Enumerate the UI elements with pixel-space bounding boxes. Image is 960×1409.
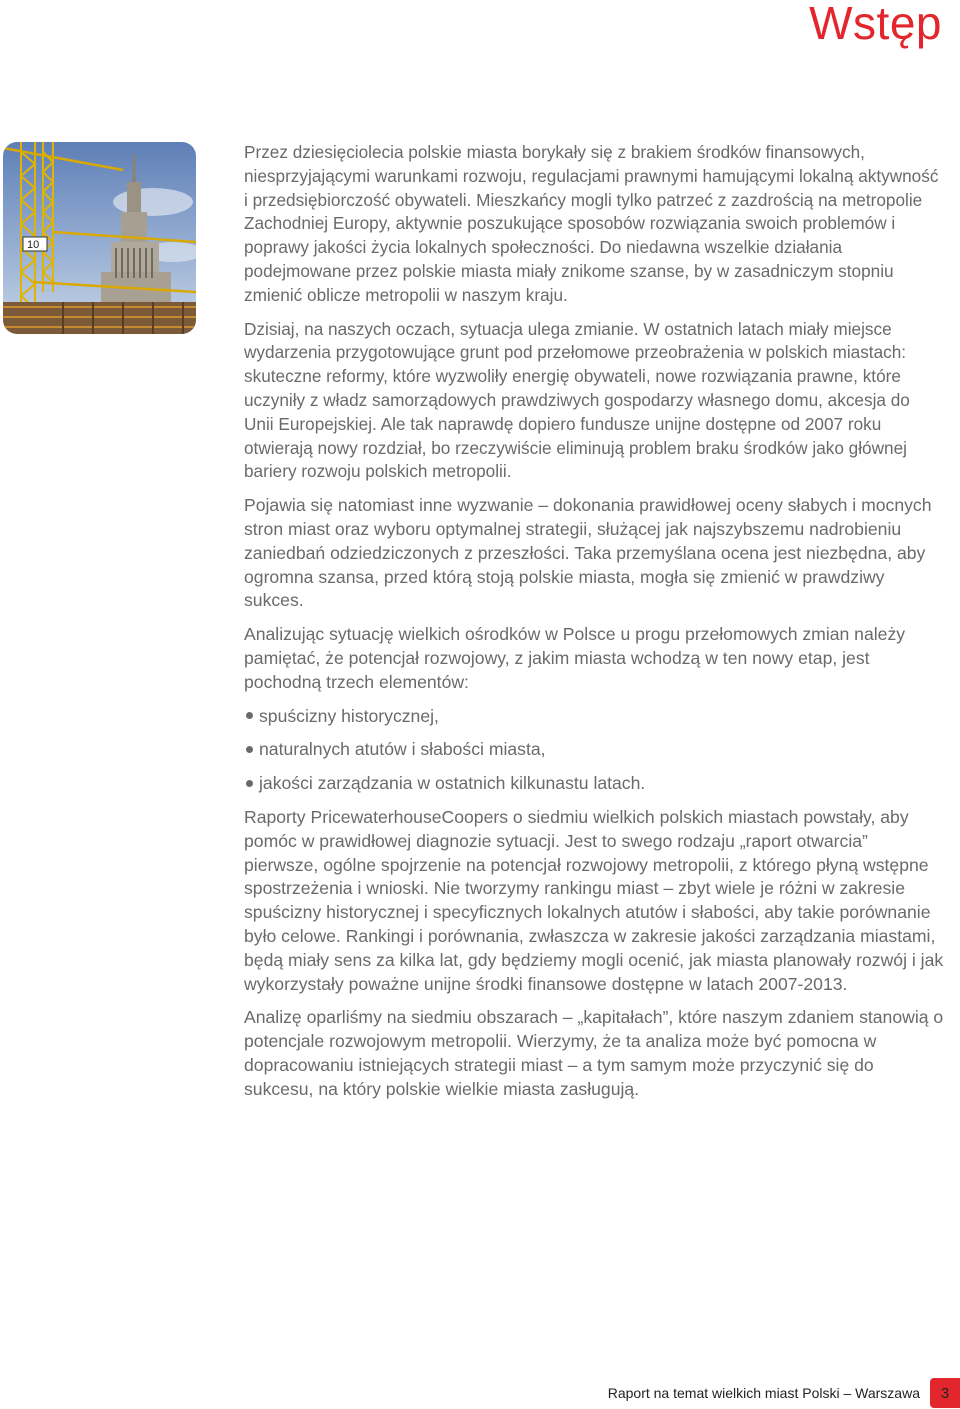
bullet-icon [246,712,253,719]
page-number: 3 [930,1378,960,1408]
paragraph-3: Pojawia się natomiast inne wyzwanie – dokonania prawidłowej oceny słabych i mocnych stron miast oraz wyboru optymalnej strategii, służącej jak najszybszemu nadrobieniu zaniedbań odziedziczonych z przeszłości. Taka przemyślana ocena jest niezbędna, aby ogromna szansa, przed którą stoją polskie miasta, mogła się zmienić w prawdziwy sukces. [244,495,932,611]
city-construction-photo [3,142,196,334]
list-item: spuścizny historycznej, [244,705,944,729]
page-title: Wstęp [809,0,942,49]
paragraph-5: Raporty PricewaterhouseCoopers o siedmiu wielkich polskich miastach powstały, aby pomóc w prawidłowej diagnozie sytuacji. Jest to swego rodzaju „raport otwarcia” pierwsze, ogólne spojrzenie na potencjał rozwojowy metropolii, z którego płyną wstępne spostrzeżenia i wnioski. Nie tworzymy rankingu miast – zbyt wiele je różni w zakresie spuścizny historycznej i specyficznych lokalnych atutów i słabości, aby takie porównanie było celowe. Rankingi i porównania, zwłaszcza w zakresie jakości zarządzania miastami, będą miały sens za kilka lat, gdy będziemy mogli ocenić, jak miasta planowały rozwój i jak wykorzystały poważne unijne środki finansowe dostępne w latach 2007-2013. [244,806,944,994]
bullet-icon [246,780,253,787]
paragraph-6: Analizę oparliśmy na siedmiu obszarach – „kapitałach”, które naszym zdaniem stanowią o potencjale rozwojowym metropolii. Wierzymy, że ta analiza może być pomocna w dopracowaniu istniejących strategii miast – a tym samym może przyczynić się do sukcesu, na który polskie wielkie miasta zasługują. [244,1007,944,1099]
list-item: naturalnych atutów i słabości miasta, [244,738,944,762]
bullet-icon [246,746,253,753]
list-item: jakości zarządzania w ostatnich kilkunastu latach. [244,772,944,796]
paragraph-2: Dzisiaj, na naszych oczach, sytuacja ulega zmianie. W ostatnich latach miały miejsce wydarzenia przygotowujące grunt pod przełomowe przeobrażenia w polskich miastach: skuteczne reformy, które wyzwoliły energię obywateli, nowe rozwiązania prawne, które uczyniły z władz samorządowych prawdziwych gospodarzy własnego domu, akcesja do Unii Europejskiej. Ale tak naprawdę dopiero fundusze unijne dostępne od 2007 roku otwierają nowy rozdział, bo rzeczywiście eliminują problem braku środków jako głównej bariery rozwoju polskich metropolii. [244,318,910,482]
crane-sign: 10 [27,239,40,251]
page-footer [608,1378,960,1408]
main-content [244,141,944,1111]
footer-text: Raport na temat wielkich miast Polski – Warszawa [607,1385,920,1401]
elements-list [244,705,944,796]
intro-paragraph: Przez dziesięciolecia polskie miasta borykały się z brakiem środków finansowych, niesprzyjającymi warunkami rozwoju, regulacjami prawnymi hamującymi lokalną aktywność i przedsiębiorczość obywateli. Mieszkańcy mogli tylko patrzeć z zazdrością na metropolie Zachodniej Europy, aktywnie poszukujące sposobów rozwiązania swoich problemów i poprawy jakości życia lokalnych społeczności. Do niedawna wszelkie działania podejmowane przez polskie miasta miały znikome szanse, by w zasadniczym stopniu zmienić oblicze metropolii w naszym kraju. [244,142,939,305]
paragraph-4: Analizując sytuację wielkich ośrodków w Polsce u progu przełomowych zmian należy pamiętać, że potencjał rozwojowy, z jakim miasta wchodzą w ten nowy etap, jest pochodną trzech elementów: [244,624,906,692]
